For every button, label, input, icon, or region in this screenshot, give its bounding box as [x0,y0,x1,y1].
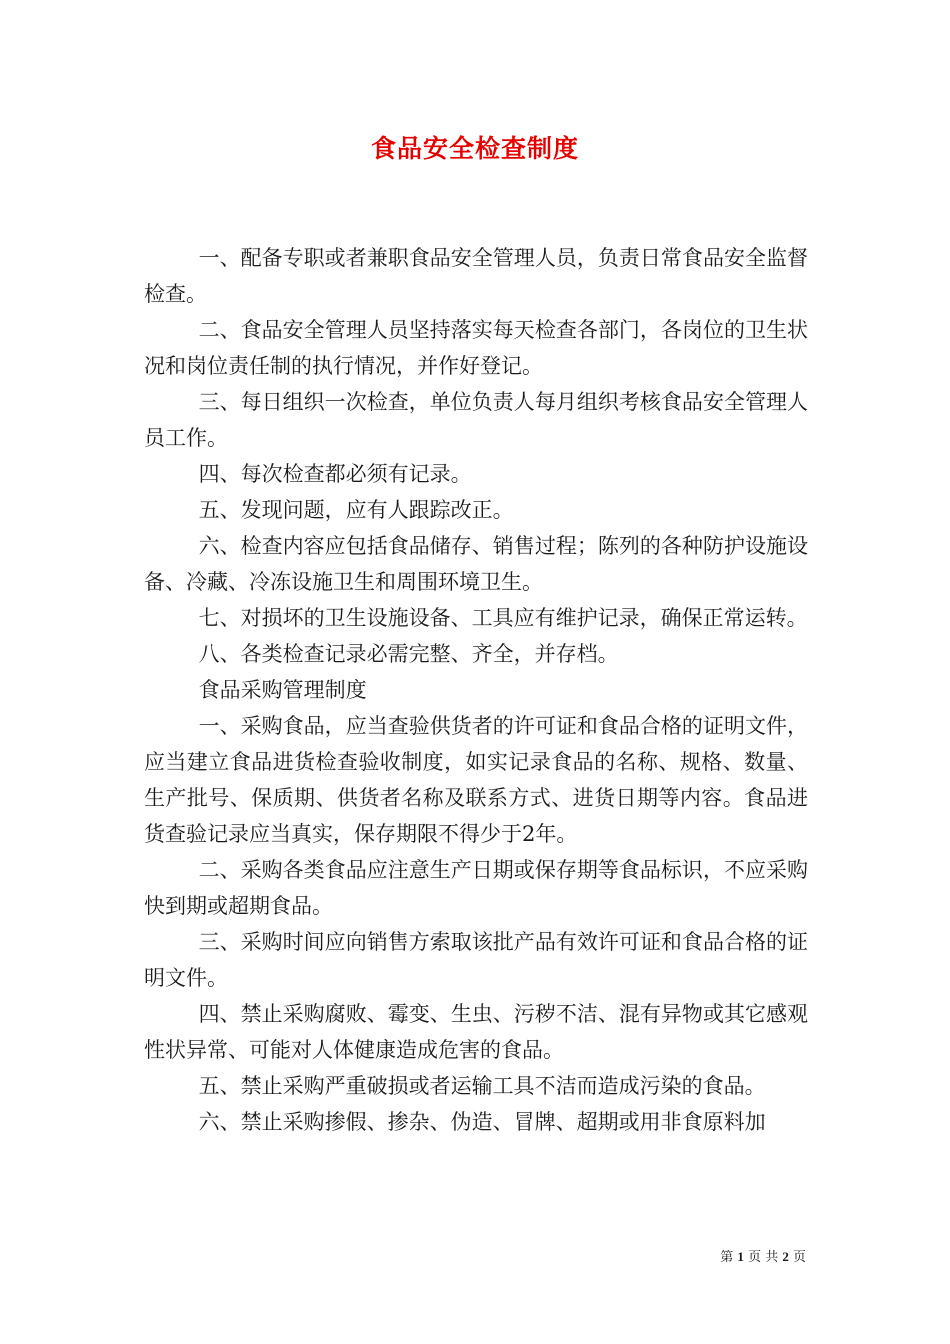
footer-current-page: 1 [737,1249,744,1264]
paragraph-1: 一、配备专职或者兼职食品安全管理人员，负责日常食品安全监督检查。 [144,246,808,306]
paragraph-13: 五、禁止采购严重破损或者运输工具不洁而造成污染的食品。 [198,1074,766,1098]
footer-suffix: 页 [792,1250,806,1265]
paragraph-10: 二、采购各类食品应注意生产日期或保存期等食品标识，不应采购快到期或超期食品。 [144,858,808,918]
paragraph-9: 一、采购食品，应当查验供货者的许可证和食品合格的证明文件，应当建立食品进货检查验收制度，如实记录食品的名称、规格、数量、生产批号、保质期、供货者名称及联系方式、进货日期等内容。食品进货查验记录应当真实，保存期限不得少于2年。 [144,714,808,846]
paragraph-7: 七、对损坏的卫生设施设备、工具应有维护记录，确保正常运转。 [198,606,808,630]
paragraph-14: 六、禁止采购掺假、掺杂、伪造、冒牌、超期或用非食原料加 [198,1110,766,1134]
document-body [144,240,808,1140]
paragraph-2: 二、食品安全管理人员坚持落实每天检查各部门，各岗位的卫生状况和岗位责任制的执行情况，并作好登记。 [144,318,808,378]
section-heading-procurement: 食品采购管理制度 [198,678,367,702]
footer-total-pages: 2 [782,1249,789,1264]
paragraph-4: 四、每次检查都必须有记录。 [198,462,472,486]
paragraph-6: 六、检查内容应包括食品储存、销售过程；陈列的各种防护设施设备、冷藏、冷冻设施卫生和周围环境卫生。 [144,534,808,594]
footer-prefix: 第 [720,1250,734,1265]
paragraph-11: 三、采购时间应向销售方索取该批产品有效许可证和食品合格的证明文件。 [144,930,808,990]
paragraph-3: 三、每日组织一次检查，单位负责人每月组织考核食品安全管理人员工作。 [144,390,808,450]
footer-middle: 页 共 [748,1250,779,1265]
page-footer [720,1248,806,1267]
paragraph-12: 四、禁止采购腐败、霉变、生虫、污秽不洁、混有异物或其它感观性状异常、可能对人体健康造成危害的食品。 [144,1002,808,1062]
paragraph-8: 八、各类检查记录必需完整、齐全，并存档。 [198,642,619,666]
document-title: 食品安全检查制度 [370,134,579,163]
paragraph-5: 五、发现问题，应有人跟踪改正。 [198,498,514,522]
